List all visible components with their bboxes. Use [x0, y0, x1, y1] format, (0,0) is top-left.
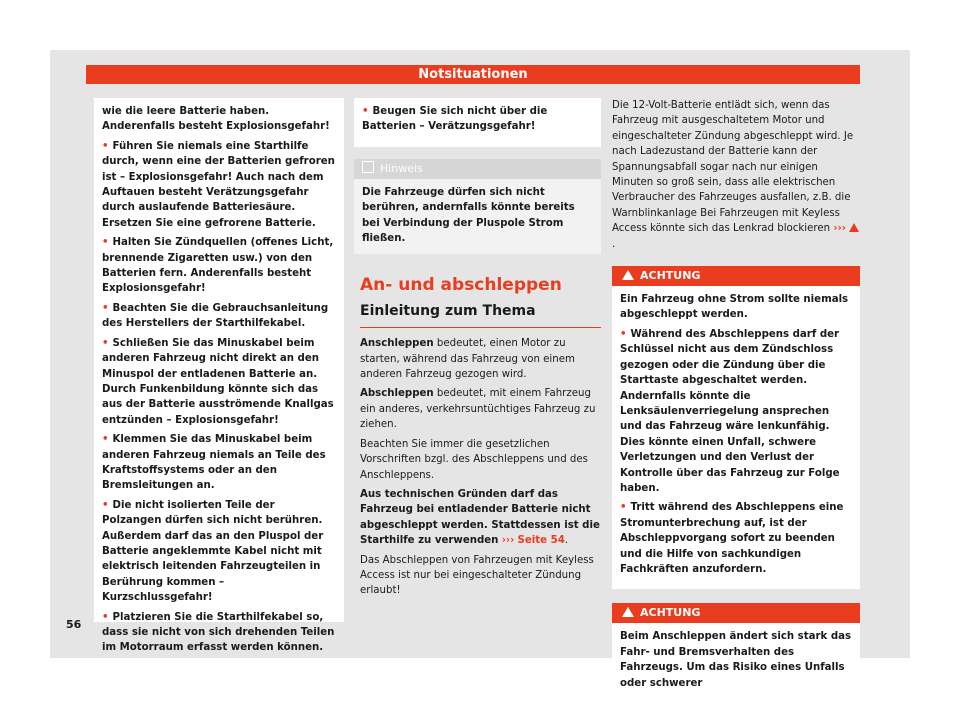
- bullet-item: • Beugen Sie sich nicht über die Batterien – Verätzungsgefahr!: [362, 104, 593, 135]
- paragraph: [360, 336, 601, 382]
- section-body: [354, 336, 601, 599]
- column-2: [354, 98, 601, 603]
- bullet-item: • Halten Sie Zündquellen (offenes Licht, brennende Zigaretten usw.) von den Batterien fern. Anderenfalls besteht Explosionsgefahr!: [102, 235, 336, 297]
- section-header: Notsituationen: [86, 65, 860, 84]
- note-box: [354, 159, 601, 255]
- page-link[interactable]: Seite 54: [517, 535, 565, 547]
- section-title: An- und abschleppen: [360, 275, 562, 296]
- bullet-item: • Klemmen Sie das Minuskabel beim anderen Fahrzeug niemals an Teile des Kraftstoffsystems oder an den Bremsleitungen an.: [102, 432, 336, 494]
- note-title: Hinweis: [380, 161, 423, 175]
- column-1: [94, 98, 344, 654]
- bullet-item: • Beachten Sie die Gebrauchsanleitung des Herstellers der Starthilfekabel.: [102, 301, 336, 332]
- warning-header: [612, 266, 860, 286]
- warning-icon: [622, 607, 634, 617]
- definition: bedeutet, mit einem Fahrzeug ein anderes, verkehrsuntüchtiges Fahrzeug zu ziehen.: [360, 388, 596, 431]
- paragraph-text: Die 12-Volt-Batterie entlädt sich, wenn das Fahrzeug mit ausgeschaltetem Motor und eingeschalteter Zündung abgeschleppt wird. Je nach Ladezustand der Batterie kann der Spannungsabfall sogar nach nur einigen Minuten so groß sein, dass alle elektrischen Verbraucher des Fahrzeuges ausfallen, z.B. die Warnblinkanlage Bei Fahrzeugen mit Keyless Access könnte sich das Lenkrad blockieren: [612, 100, 854, 235]
- warning-box: [612, 603, 860, 699]
- bold-text: Aus technischen Gründen darf das Fahrzeug bei entladender Batterie nicht abgeschleppt werden. Stattdessen ist die Starthilfe zu verwenden: [360, 488, 600, 547]
- bullet-item: • Während des Abschleppens darf der Schlüssel nicht aus dem Zündschloss gezogen oder die Zündung über die Starttaste abgeschaltet werden. Andernfalls könnte die Lenksäulenverriegelung ansprechen und das Fahrzeug wäre lenkunfähig. Dies könnte einen Unfall, schwere Verletzungen und den Verlust der Kontrolle über das Fahrzeug zur Folge haben.: [620, 327, 852, 496]
- term: Anschleppen: [360, 338, 434, 350]
- paragraph: [360, 487, 601, 549]
- paragraph: Die 12-Volt-Batterie entlädt sich, wenn das Fahrzeug mit ausgeschaltetem Motor und eingeschalteter Zündung abgeschleppt wird. Je nach Ladezustand der Batterie kann der Spannungsabfall sogar nach nur einigen Minuten so groß sein, dass alle elektrischen Verbraucher des Fahrzeuges ausfallen, z.B. die Warnblinkanlage Bei Fahrzeugen mit Keyless Access könnte sich das Lenkrad blockieren ››› .: [612, 98, 860, 252]
- paragraph: Das Abschleppen von Fahrzeugen mit Keyless Access ist nur bei eingeschalteter Zündung erlaubt!: [360, 554, 594, 597]
- paragraph: Beachten Sie immer die gesetzlichen Vorschriften bzgl. des Abschleppens und des Anschleppens.: [360, 438, 588, 481]
- arrow-icon: ›››: [501, 535, 515, 547]
- warning-body: Beim Anschleppen ändert sich stark das Fahr- und Bremsverhalten des Fahrzeugs. Um das Risiko eines Unfalls oder schwerer: [620, 631, 852, 689]
- info-icon: [362, 161, 374, 173]
- paragraph: [360, 386, 601, 432]
- bullet-item: • Schließen Sie das Minuskabel beim anderen Fahrzeug nicht direkt an den Minuspol der entladenen Batterie an. Durch Funkenbildung könnte sich das aus der Batterie ausströmende Knallgas entzünden – Explosionsgefahr!: [102, 336, 336, 428]
- warning-icon: [622, 270, 634, 280]
- arrow-icon[interactable]: ›››: [833, 223, 846, 235]
- note-header: [354, 159, 601, 179]
- warning-title: ACHTUNG: [640, 269, 701, 283]
- warning-continuation: [354, 98, 601, 147]
- term: Abschleppen: [360, 388, 434, 400]
- warning-icon: [849, 223, 859, 232]
- warning-box: [612, 266, 860, 589]
- intro-text: wie die leere Batterie haben. Anderenfalls besteht Explosionsgefahr!: [102, 106, 330, 133]
- page-number: 56: [66, 618, 82, 631]
- bullet-item: • Platzieren Sie die Starthilfekabel so, dass sie nicht von sich drehenden Teilen im Motorraum erfasst werden können.: [102, 610, 336, 656]
- warning-header: [612, 603, 860, 623]
- bullet-item: • Tritt während des Abschleppens eine Stromunterbrechung auf, ist der Abschleppvorgang sofort zu beenden und die Hilfe von sachkundigen Fachkräften anzufordern.: [620, 500, 852, 577]
- bullet-item: • Die nicht isolierten Teile der Polzangen dürfen sich nicht berühren. Außerdem darf das an den Pluspol der Batterie angeklemmte Kabel nicht mit elektrisch leitenden Fahrzeugteilen in Berührung kommen – Kurzschlussgefahr!: [102, 498, 336, 606]
- definition: bedeutet, einen Motor zu starten, während das Fahrzeug von einem anderen Fahrzeug gezogen wird.: [360, 338, 575, 381]
- column-3: [612, 98, 860, 699]
- period: .: [564, 535, 569, 547]
- subsection-title: Einleitung zum Thema: [360, 304, 601, 328]
- bullet-item: • Führen Sie niemals eine Starthilfe durch, wenn eine der Batterien gefroren ist – Explosionsgefahr! Auch nach dem Auftauen besteht Verätzungsgefahr durch auslaufende Batteriesäure. Ersetzen Sie eine gefrorene Batterie.: [102, 139, 336, 231]
- warning-intro: Ein Fahrzeug ohne Strom sollte niemals abgeschleppt werden.: [620, 294, 849, 321]
- note-text: Die Fahrzeuge dürfen sich nicht berühren, andernfalls könnte bereits bei Verbindung der Pluspole Strom fließen.: [362, 186, 575, 245]
- warning-title: ACHTUNG: [640, 606, 701, 620]
- warning-body: [612, 286, 860, 589]
